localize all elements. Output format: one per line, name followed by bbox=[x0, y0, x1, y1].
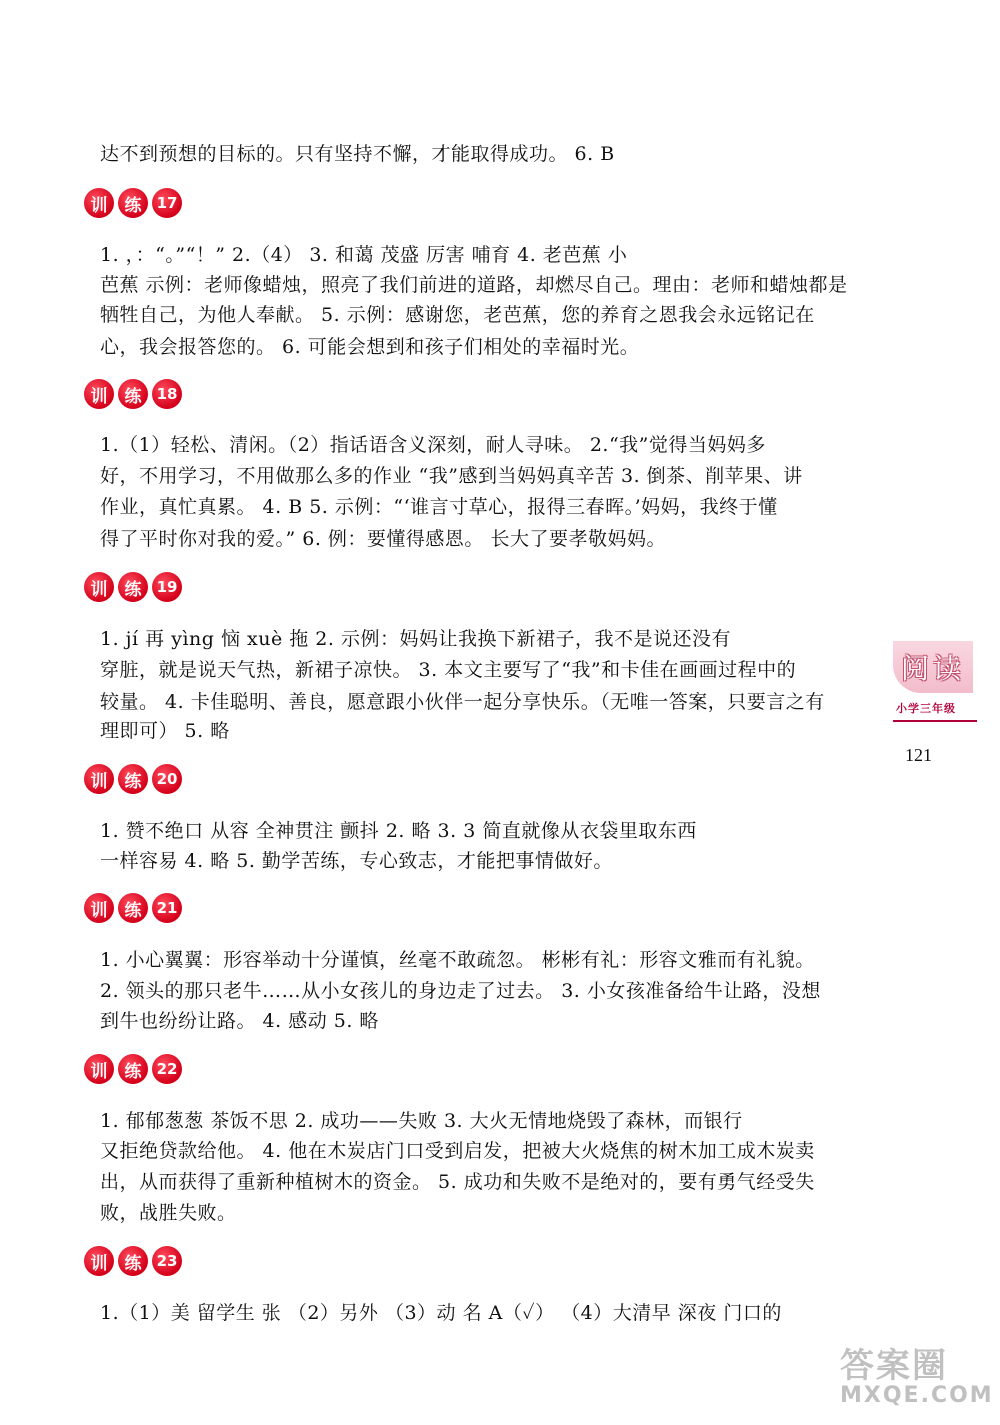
badge-number: 19 bbox=[152, 572, 182, 602]
badge-char-1: 训 bbox=[84, 1054, 114, 1084]
section-header-19 bbox=[84, 572, 182, 602]
section-23-line-1: 1.（1）美 留学生 张 （2）另外 （3）动 名 A（✓） （4）大清早 深夜 门口的 bbox=[100, 1302, 782, 1324]
section-21-line-3: 到牛也纷纷让路。 4. 感动 5. 略 bbox=[100, 1010, 379, 1032]
badge-char-2: 练 bbox=[118, 1246, 148, 1276]
section-17-line-4: 心，我会报答您的。 6. 可能会想到和孩子们相处的幸福时光。 bbox=[100, 336, 640, 358]
page-number: 121 bbox=[905, 745, 932, 765]
badge-char-2: 练 bbox=[118, 379, 148, 409]
section-18-line-3: 作业，真忙真累。 4. B 5. 示例：“‘谁言寸草心，报得三春晖。’妈妈，我终于懂 bbox=[100, 496, 778, 518]
badge-number: 17 bbox=[152, 188, 182, 218]
watermark-domain: MXQE.COM bbox=[840, 1383, 994, 1408]
section-22-line-4: 败，战胜失败。 bbox=[100, 1202, 237, 1224]
section-17-line-3: 牺牲自己，为他人奉献。 5. 示例：感谢您，老芭蕉，您的养育之恩我会永远铭记在 bbox=[100, 304, 815, 326]
section-22-line-3: 出，从而获得了重新种植树木的资金。 5. 成功和失败不是绝对的，要有勇气经受失 bbox=[100, 1171, 815, 1193]
grade-underline bbox=[893, 720, 977, 722]
badge-char-1: 训 bbox=[84, 764, 114, 794]
section-header-18 bbox=[84, 379, 182, 409]
badge-char-1: 训 bbox=[84, 1246, 114, 1276]
section-header-23 bbox=[84, 1246, 182, 1276]
section-18-line-4: 得了平时你对我的爱。” 6. 例：要懂得感恩。 长大了要孝敬妈妈。 bbox=[100, 528, 666, 550]
section-17-line-2: 芭蕉 示例：老师像蜡烛，照亮了我们前进的道路，却燃尽自己。理由：老师和蜡烛都是 bbox=[100, 274, 848, 296]
badge-number: 22 bbox=[152, 1054, 182, 1084]
badge-char-2: 练 bbox=[118, 1054, 148, 1084]
badge-char-1: 训 bbox=[84, 893, 114, 923]
section-19-line-2: 穿脏，就是说天气热，新裙子凉快。 3. 本文主要写了“我”和卡佳在画画过程中的 bbox=[100, 659, 797, 681]
grade-label: 小学三年级 bbox=[896, 702, 956, 715]
badge-char-2: 练 bbox=[118, 893, 148, 923]
section-21-line-1: 1. 小心翼翼：形容举动十分谨慎，丝毫不敢疏忽。 彬彬有礼：形容文雅而有礼貌。 bbox=[100, 949, 815, 971]
section-header-20 bbox=[84, 764, 182, 794]
section-header-21 bbox=[84, 893, 182, 923]
watermark-text: 答案圈 bbox=[840, 1346, 948, 1386]
section-20-line-2: 一样容易 4. 略 5. 勤学苦练，专心致志，才能把事情做好。 bbox=[100, 850, 613, 872]
badge-char-2: 练 bbox=[118, 572, 148, 602]
section-header-17 bbox=[84, 188, 182, 218]
section-21-line-2: 2. 领头的那只老牛……从小女孩儿的身边走了过去。 3. 小女孩准备给牛让路，没想 bbox=[100, 980, 821, 1002]
subject-tab-label: 阅读 bbox=[900, 652, 965, 685]
section-17-line-1: 1. ，：“。”“！” 2.（4） 3. 和蔼 茂盛 厉害 哺育 4. 老芭蕉 小 bbox=[100, 244, 628, 266]
badge-char-2: 练 bbox=[118, 764, 148, 794]
section-19-line-3: 较量。 4. 卡佳聪明、善良，愿意跟小伙伴一起分享快乐。（无唯一答案，只要言之有 bbox=[100, 691, 825, 713]
section-19-line-4: 理即可） 5. 略 bbox=[100, 720, 230, 742]
section-20-line-1: 1. 赞不绝口 从容 全神贯注 颤抖 2. 略 3. 3 简直就像从衣袋里取东西 bbox=[100, 820, 697, 842]
badge-number: 20 bbox=[152, 764, 182, 794]
watermark-logo bbox=[840, 1338, 1000, 1418]
badge-char-2: 练 bbox=[118, 188, 148, 218]
badge-number: 23 bbox=[152, 1246, 182, 1276]
section-18-line-1: 1.（1）轻松、清闲。（2）指话语含义深刻，耐人寻味。 2.“我”觉得当妈妈多 bbox=[100, 434, 766, 456]
badge-number: 21 bbox=[152, 893, 182, 923]
badge-number: 18 bbox=[152, 379, 182, 409]
section-22-line-1: 1. 郁郁葱葱 茶饭不思 2. 成功——失败 3. 大火无情地烧毁了森林，而银行 bbox=[100, 1110, 743, 1132]
badge-char-1: 训 bbox=[84, 572, 114, 602]
subject-tab bbox=[893, 641, 973, 693]
badge-char-1: 训 bbox=[84, 188, 114, 218]
section-19-line-1: 1. jí 再 yìng 恼 xuè 拖 2. 示例：妈妈让我换下新裙子，我不是说还没有 bbox=[100, 628, 731, 650]
section-header-22 bbox=[84, 1054, 182, 1084]
intro-line: 达不到预想的目标的。只有坚持不懈，才能取得成功。 6. B bbox=[100, 143, 615, 165]
badge-char-1: 训 bbox=[84, 379, 114, 409]
section-22-line-2: 又拒绝贷款给他。 4. 他在木炭店门口受到启发，把被大火烧焦的树木加工成木炭卖 bbox=[100, 1140, 815, 1162]
section-18-line-2: 好，不用学习，不用做那么多的作业 “我”感到当妈妈真辛苦 3. 倒茶、削苹果、讲 bbox=[100, 465, 803, 487]
